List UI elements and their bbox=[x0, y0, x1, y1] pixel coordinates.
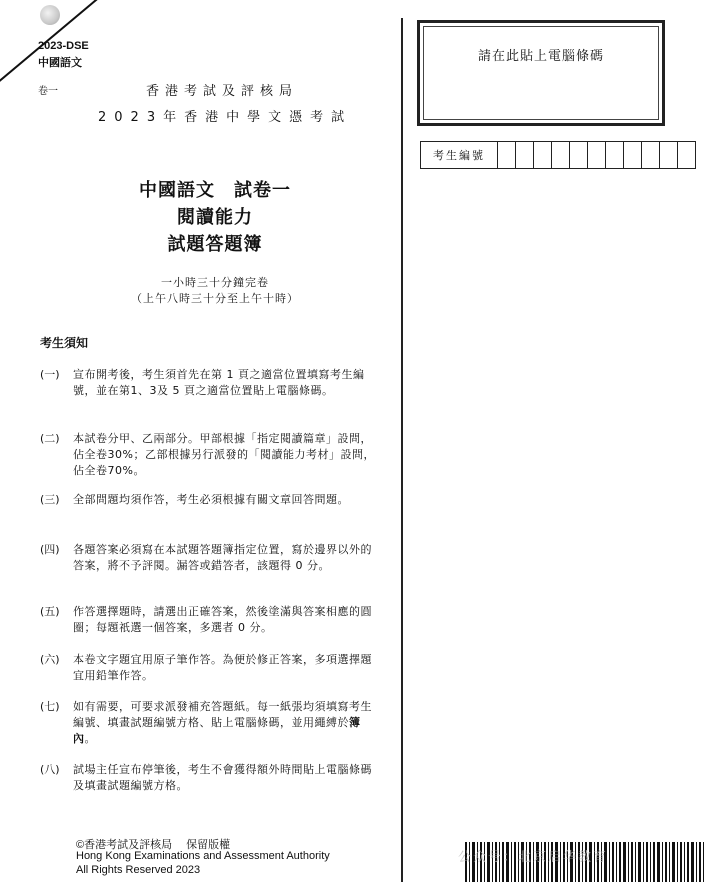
exam-code: 2023-DSE bbox=[38, 40, 89, 52]
instruction-text: 本卷文字題宜用原子筆作答。為便於修正答案，多項選擇題宜用鉛筆作答。 bbox=[73, 653, 372, 682]
duration: 一小時三十分鐘完卷 bbox=[161, 276, 269, 289]
instruction-item bbox=[40, 604, 380, 636]
instruction-number: (六) bbox=[40, 653, 60, 666]
candidate-number-label: 考生編號 bbox=[421, 142, 498, 168]
instruction-text: 各題答案必須寫在本試題答題簿指定位置，寫於邊界以外的答案，將不予評閱。漏答或錯答者，該題得 0 分。 bbox=[73, 543, 372, 572]
instruction-emphasis: 簿內 bbox=[73, 716, 361, 745]
barcode-label-inner bbox=[423, 26, 659, 120]
instruction-text: 作答選擇題時，請選出正確答案，然後塗滿與答案相應的圓圈；每題祇選一個答案，多選者 0 分。 bbox=[73, 605, 372, 634]
barcode-label: 請在此貼上電腦條碼 bbox=[477, 49, 604, 64]
instruction-text-main: 如有需要，可要求派發補充答題紙。每一紙張均須填寫考生編號、填畫試題編號方格、貼上電腦條碼，並用繩縛於 bbox=[73, 700, 372, 729]
instruction-number: (一) bbox=[40, 368, 60, 381]
instructions-heading: 考生須知 bbox=[40, 336, 89, 350]
instruction-number: (五) bbox=[40, 605, 60, 618]
instruction-number: (七) bbox=[40, 700, 60, 713]
instruction-item bbox=[40, 699, 380, 747]
instruction-item bbox=[40, 431, 380, 479]
instruction-number: (八) bbox=[40, 763, 60, 776]
instruction-text-end: 。 bbox=[84, 732, 96, 745]
candidate-digit-cell[interactable] bbox=[588, 142, 606, 168]
candidate-digit-cell[interactable] bbox=[660, 142, 678, 168]
candidate-digit-cell[interactable] bbox=[606, 142, 624, 168]
instruction-text: 試場主任宣布停筆後，考生不會獲得額外時間貼上電腦條碼及填畫試題編號方格。 bbox=[73, 763, 372, 792]
paper-title: 中國語文 試卷一 bbox=[139, 180, 291, 201]
instruction-item bbox=[40, 652, 380, 684]
instruction-text: 本試卷分甲、乙兩部分。甲部根據「指定閱讀篇章」設問，佔全卷30%；乙部根據另行派發的「閱讀能力考材」設問，佔全卷70%。 bbox=[73, 432, 375, 477]
candidate-digit-cell[interactable] bbox=[678, 142, 695, 168]
candidate-digit-cell[interactable] bbox=[516, 142, 534, 168]
candidate-digit-cell[interactable] bbox=[570, 142, 588, 168]
instruction-text: 全部問題均須作答，考生必須根據有關文章回答問題。 bbox=[73, 493, 349, 506]
candidate-digit-cell[interactable] bbox=[642, 142, 660, 168]
instruction-item bbox=[40, 492, 380, 524]
instruction-text: 宣布開考後，考生須首先在第 1 頁之適當位置填寫考生編號，並在第1、3及 5 頁之適當位置貼上電腦條碼。 bbox=[73, 368, 365, 397]
candidate-digit-cell[interactable] bbox=[498, 142, 516, 168]
instruction-item bbox=[40, 367, 380, 415]
instruction-number: (二) bbox=[40, 432, 60, 445]
candidate-digit-cell[interactable] bbox=[552, 142, 570, 168]
instruction-text bbox=[73, 699, 378, 747]
paper-subtitle: 閱讀能力 bbox=[177, 207, 253, 228]
copyright: ©香港考試及評核局 保留版權 bbox=[76, 839, 231, 851]
paper-label: 卷一 bbox=[38, 86, 58, 97]
punch-hole-icon bbox=[40, 5, 60, 25]
exam-name: 2023年香港中學文憑考試 bbox=[98, 110, 353, 125]
watermark: 公众号：北京启华教育 bbox=[458, 850, 609, 865]
candidate-digit-cell[interactable] bbox=[624, 142, 642, 168]
authority-name: 香港考試及評核局 bbox=[146, 84, 299, 99]
instruction-item bbox=[40, 762, 380, 794]
subject-short: 中國語文 bbox=[38, 56, 82, 69]
candidate-digit-cell[interactable] bbox=[534, 142, 552, 168]
duration-time: （上午八時三十分至上午十時） bbox=[131, 292, 299, 305]
authority-english: Hong Kong Examinations and Assessment Authority bbox=[76, 850, 330, 862]
column-divider bbox=[401, 18, 403, 882]
candidate-number-box bbox=[420, 141, 696, 169]
booklet-title: 試題答題簿 bbox=[167, 234, 263, 255]
rights-reserved: All Rights Reserved 2023 bbox=[76, 864, 201, 876]
instruction-item bbox=[40, 542, 380, 590]
instruction-number: (四) bbox=[40, 543, 60, 556]
barcode-label-box bbox=[417, 20, 665, 126]
instruction-number: (三) bbox=[40, 493, 60, 506]
